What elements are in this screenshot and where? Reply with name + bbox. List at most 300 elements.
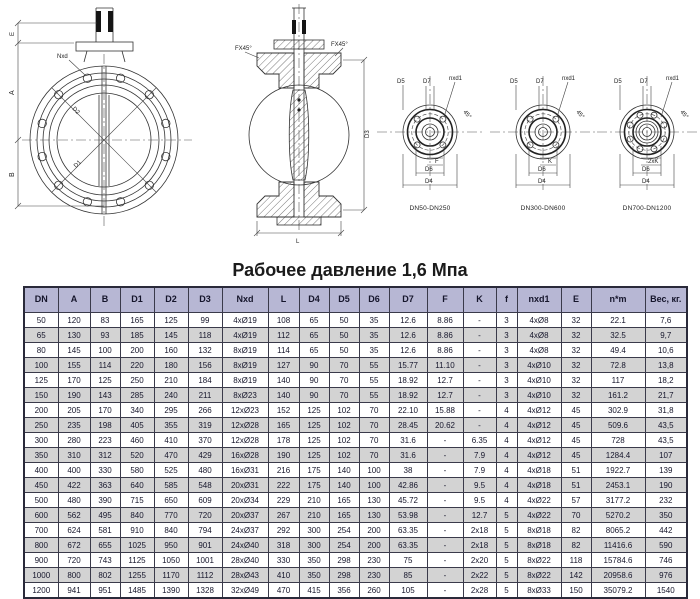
table-row	[24, 448, 687, 463]
table-cell: 4	[496, 403, 517, 418]
label-d4: D4	[425, 179, 433, 185]
table-cell: -	[427, 433, 463, 448]
table-cell: 155	[58, 358, 90, 373]
table-cell: -	[427, 478, 463, 493]
column-header: Nxd	[222, 287, 268, 313]
table-cell: 655	[90, 538, 120, 553]
table-cell: -	[463, 343, 496, 358]
table-cell: 20xØ34	[222, 493, 268, 508]
table-cell: 53.98	[389, 508, 427, 523]
table-cell: 140	[268, 388, 299, 403]
table-cell: 9.5	[463, 478, 496, 493]
table-cell: 3	[496, 358, 517, 373]
label-angle: 45°	[461, 109, 472, 121]
table-cell: 11416.6	[591, 538, 645, 553]
label-mid: K	[548, 159, 553, 165]
table-cell: 21,7	[645, 388, 687, 403]
table-cell: 260	[359, 583, 389, 599]
table-cell: 161.2	[591, 388, 645, 403]
table-cell: 640	[120, 478, 154, 493]
table-cell: 108	[268, 313, 299, 328]
table-cell: 4xØ22	[517, 508, 561, 523]
table-cell: 120	[58, 313, 90, 328]
valve-section-view-drawing	[233, 0, 383, 268]
table-cell: 180	[154, 358, 188, 373]
table-cell: 125	[24, 373, 58, 388]
table-cell: 562	[58, 508, 90, 523]
label-mid: F	[435, 159, 439, 165]
table-cell: 7.9	[463, 448, 496, 463]
table-cell: 5	[496, 523, 517, 538]
table-cell: 1328	[188, 583, 222, 599]
table-cell: 35	[359, 328, 389, 343]
table-row	[24, 313, 687, 328]
table-cell: -	[463, 328, 496, 343]
table-row	[24, 508, 687, 523]
table-cell: 230	[359, 568, 389, 583]
column-header: f	[496, 287, 517, 313]
table-cell: 31.6	[389, 448, 427, 463]
table-cell: 1112	[188, 568, 222, 583]
table-row	[24, 403, 687, 418]
table-cell: 31.6	[389, 433, 427, 448]
table-cell: 285	[120, 388, 154, 403]
bolt-hole	[661, 122, 667, 128]
table-cell: 230	[359, 553, 389, 568]
table-cell: 1255	[120, 568, 154, 583]
table-cell: 5	[496, 583, 517, 599]
table-cell: 941	[58, 583, 90, 599]
table-cell: 156	[188, 358, 222, 373]
table-cell: 12xØ28	[222, 433, 268, 448]
table-cell: 295	[154, 403, 188, 418]
table-header	[24, 287, 687, 313]
table-cell: 45	[561, 403, 591, 418]
table-cell: 7.9	[463, 463, 496, 478]
table-cell: 254	[329, 523, 359, 538]
table-cell: 240	[154, 388, 188, 403]
label-angle: 45°	[574, 109, 585, 121]
table-cell: 175	[299, 463, 329, 478]
table-cell: 624	[58, 523, 90, 538]
table-cell: 200	[359, 523, 389, 538]
table-cell: 900	[24, 553, 58, 568]
table-cell: 145	[154, 328, 188, 343]
table-cell: 190	[645, 478, 687, 493]
table-cell: 2x28	[463, 583, 496, 599]
table-cell: 83	[90, 313, 120, 328]
table-cell: 22.10	[389, 403, 427, 418]
table-cell: 770	[154, 508, 188, 523]
table-cell: 205	[58, 403, 90, 418]
label-e: E	[10, 31, 16, 36]
table-cell: 8.86	[427, 313, 463, 328]
table-cell: 319	[188, 418, 222, 433]
table-cell: 93	[90, 328, 120, 343]
table-cell: 429	[188, 448, 222, 463]
table-cell: 15784.6	[591, 553, 645, 568]
table-cell: 42.86	[389, 478, 427, 493]
label-angle: 45°	[678, 109, 689, 121]
table-row	[24, 538, 687, 553]
table-cell: 390	[90, 493, 120, 508]
table-cell: 65	[299, 328, 329, 343]
technical-drawings	[0, 0, 700, 268]
table-cell: 20xØ31	[222, 478, 268, 493]
table-cell: 125	[299, 433, 329, 448]
table-cell: 250	[120, 373, 154, 388]
table-cell: 1000	[24, 568, 58, 583]
label-d7: D7	[536, 79, 544, 85]
table-row	[24, 418, 687, 433]
table-cell: 548	[188, 478, 222, 493]
table-cell: 70	[359, 433, 389, 448]
table-cell: 35	[359, 343, 389, 358]
table-cell: 170	[90, 403, 120, 418]
label-d6: D6	[538, 167, 546, 173]
table-cell: 102	[329, 433, 359, 448]
table-cell: 200	[359, 538, 389, 553]
column-header: F	[427, 287, 463, 313]
table-cell: -	[463, 373, 496, 388]
table-cell: 460	[120, 433, 154, 448]
table-cell: 720	[188, 508, 222, 523]
table-row	[24, 568, 687, 583]
table-cell: 1170	[154, 568, 188, 583]
table-cell: -	[427, 508, 463, 523]
table-cell: 480	[58, 493, 90, 508]
table-cell: 82	[561, 523, 591, 538]
table-cell: 18.92	[389, 373, 427, 388]
table-cell: 298	[329, 568, 359, 583]
table-cell: 28.45	[389, 418, 427, 433]
table-cell: 901	[188, 538, 222, 553]
table-cell: 495	[90, 508, 120, 523]
table-cell: 400	[24, 463, 58, 478]
table-cell: 715	[120, 493, 154, 508]
table-cell: 9,7	[645, 328, 687, 343]
column-header: D3	[188, 287, 222, 313]
column-header: D7	[389, 287, 427, 313]
table-row	[24, 388, 687, 403]
table-cell: 118	[188, 328, 222, 343]
table-cell: 18.92	[389, 388, 427, 403]
table-cell: 15.77	[389, 358, 427, 373]
table-cell: 28xØ40	[222, 553, 268, 568]
table-cell: 28xØ43	[222, 568, 268, 583]
table-cell: -	[427, 583, 463, 599]
table-cell: 794	[188, 523, 222, 538]
table-cell: 1001	[188, 553, 222, 568]
table-cell: 298	[329, 553, 359, 568]
table-cell: 18,2	[645, 373, 687, 388]
label-chamfer-right: FX45°	[331, 42, 348, 48]
table-cell: 178	[268, 433, 299, 448]
table-cell: 525	[154, 463, 188, 478]
table-cell: 130	[359, 508, 389, 523]
table-cell: 50	[329, 328, 359, 343]
column-header: nxd1	[517, 287, 561, 313]
table-cell: 100	[359, 463, 389, 478]
table-cell: 3177.2	[591, 493, 645, 508]
table-cell: 32	[561, 343, 591, 358]
table-cell: 65	[299, 313, 329, 328]
table-cell: 254	[329, 538, 359, 553]
table-cell: 102	[329, 403, 359, 418]
table-cell: 8065.2	[591, 523, 645, 538]
table-cell: 70	[329, 373, 359, 388]
table-cell: 114	[268, 343, 299, 358]
table-cell: 1200	[24, 583, 58, 599]
table-cell: 4xØ12	[517, 433, 561, 448]
table-cell: 117	[591, 373, 645, 388]
table-row	[24, 553, 687, 568]
label-d1: D1	[73, 159, 83, 170]
table-row	[24, 328, 687, 343]
label-d5: D5	[397, 79, 405, 85]
label-d7: D7	[640, 79, 648, 85]
table-cell: 2x18	[463, 523, 496, 538]
table-cell: 5	[496, 508, 517, 523]
table-row	[24, 433, 687, 448]
table-cell: 125	[90, 373, 120, 388]
table-cell: 130	[58, 328, 90, 343]
table-cell: 45	[561, 418, 591, 433]
table-cell: 190	[58, 388, 90, 403]
flange-view-dn50-dn250	[375, 70, 487, 220]
table-cell: 330	[268, 553, 299, 568]
table-row	[24, 343, 687, 358]
table-cell: 12xØ23	[222, 403, 268, 418]
table-cell: 976	[645, 568, 687, 583]
table-cell: 800	[58, 568, 90, 583]
table-cell: 4	[496, 478, 517, 493]
label-mid: 2xK	[648, 159, 659, 165]
table-cell: 509.6	[591, 418, 645, 433]
table-cell: 1025	[120, 538, 154, 553]
table-cell: 175	[299, 478, 329, 493]
table-cell: 4xØ8	[517, 328, 561, 343]
table-cell: 363	[90, 478, 120, 493]
table-cell: 1125	[120, 553, 154, 568]
table-cell: 63.35	[389, 538, 427, 553]
table-cell: 70	[329, 388, 359, 403]
table-cell: 222	[268, 478, 299, 493]
valve-front-view-drawing	[4, 0, 234, 268]
table-cell: 350	[24, 448, 58, 463]
label-nxd1: nxd1	[449, 76, 463, 82]
table-row	[24, 583, 687, 599]
table-cell: 405	[120, 418, 154, 433]
table-cell: 15.88	[427, 403, 463, 418]
table-cell: 100	[359, 478, 389, 493]
table-cell: 356	[329, 583, 359, 599]
table-row	[24, 493, 687, 508]
bolt-hole	[414, 116, 420, 122]
table-cell: 210	[154, 373, 188, 388]
table-cell: 10,6	[645, 343, 687, 358]
column-header: DN	[24, 287, 58, 313]
label-nxd1: nxd1	[666, 76, 680, 82]
table-cell: 90	[299, 388, 329, 403]
label-l: L	[296, 239, 300, 245]
table-cell: 4xØ12	[517, 418, 561, 433]
table-cell: 600	[24, 508, 58, 523]
table-cell: 45	[561, 448, 591, 463]
table-cell: 50	[329, 343, 359, 358]
table-cell: -	[463, 313, 496, 328]
column-header: K	[463, 287, 496, 313]
table-cell: 250	[24, 418, 58, 433]
table-cell: 100	[90, 343, 120, 358]
table-cell: 32	[561, 388, 591, 403]
table-cell: 266	[188, 403, 222, 418]
table-cell: 8xØ23	[222, 388, 268, 403]
table-cell: 300	[299, 523, 329, 538]
table-cell: -	[463, 358, 496, 373]
table-cell: 105	[389, 583, 427, 599]
table-cell: 3	[496, 343, 517, 358]
label-b: B	[9, 172, 16, 177]
table-cell: 190	[268, 448, 299, 463]
flange-caption: DN300-DN600	[520, 205, 566, 212]
table-cell: 85	[389, 568, 427, 583]
table-cell: 4xØ18	[517, 463, 561, 478]
table-cell: 70	[329, 358, 359, 373]
table-cell: -	[463, 388, 496, 403]
table-cell: 20xØ37	[222, 508, 268, 523]
label-d7: D7	[423, 79, 431, 85]
table-cell: 4xØ8	[517, 313, 561, 328]
table-cell: 840	[120, 508, 154, 523]
table-cell: 350	[299, 568, 329, 583]
table-cell: 4xØ18	[517, 478, 561, 493]
table-cell: 8xØ19	[222, 343, 268, 358]
table-cell: 802	[90, 568, 120, 583]
table-cell: 330	[90, 463, 120, 478]
table-cell: 43,5	[645, 418, 687, 433]
label-d5: D5	[614, 79, 622, 85]
label-d4: D4	[642, 179, 650, 185]
table-cell: 746	[645, 553, 687, 568]
table-cell: 12.6	[389, 343, 427, 358]
table-cell: 442	[645, 523, 687, 538]
table-cell: 70	[359, 403, 389, 418]
table-cell: 720	[58, 553, 90, 568]
table-cell: 125	[299, 403, 329, 418]
table-cell: 4xØ12	[517, 403, 561, 418]
table-cell: 415	[299, 583, 329, 599]
table-cell: 650	[154, 493, 188, 508]
table-cell: 2x20	[463, 553, 496, 568]
table-cell: -	[427, 523, 463, 538]
table-cell: 7,6	[645, 313, 687, 328]
table-cell: 223	[90, 433, 120, 448]
table-cell: 302.9	[591, 403, 645, 418]
table-cell: 127	[268, 358, 299, 373]
column-header: D4	[299, 287, 329, 313]
label-chamfer-left: FX45°	[235, 46, 252, 52]
table-cell: 12.7	[427, 373, 463, 388]
table-cell: 140	[329, 478, 359, 493]
table-cell: 143	[90, 388, 120, 403]
table-cell: 400	[58, 463, 90, 478]
table-cell: 3	[496, 313, 517, 328]
table-cell: 114	[90, 358, 120, 373]
table-cell: 63.35	[389, 523, 427, 538]
table-cell: 4xØ22	[517, 493, 561, 508]
table-cell: 55	[359, 388, 389, 403]
label-nxd1: nxd1	[562, 76, 576, 82]
column-header: L	[268, 287, 299, 313]
table-cell: 165	[268, 418, 299, 433]
table-cell: -	[427, 448, 463, 463]
table-cell: 5	[496, 538, 517, 553]
table-cell: 82	[561, 538, 591, 553]
table-cell: 4xØ10	[517, 373, 561, 388]
table-cell: 220	[120, 358, 154, 373]
flange-caption: DN700-DN1200	[622, 205, 672, 212]
table-cell: 950	[154, 538, 188, 553]
table-cell: 140	[268, 373, 299, 388]
table-cell: 216	[268, 463, 299, 478]
table-cell: 480	[188, 463, 222, 478]
table-cell: 5270.2	[591, 508, 645, 523]
table-cell: 350	[645, 508, 687, 523]
table-cell: 20.62	[427, 418, 463, 433]
table-cell: 4xØ19	[222, 313, 268, 328]
table-cell: 267	[268, 508, 299, 523]
table-cell: -	[427, 538, 463, 553]
table-cell: 12.7	[427, 388, 463, 403]
table-cell: 12.6	[389, 328, 427, 343]
label-d5: D5	[510, 79, 518, 85]
bolt-hole	[637, 146, 643, 152]
table-row	[24, 358, 687, 373]
flange-view-dn700-dn1200	[595, 70, 700, 220]
table-cell: 520	[120, 448, 154, 463]
table-cell: 32	[561, 373, 591, 388]
table-cell: -	[427, 493, 463, 508]
table-cell: 45	[561, 433, 591, 448]
table-cell: -	[463, 403, 496, 418]
table-cell: 211	[188, 388, 222, 403]
table-cell: 672	[58, 538, 90, 553]
table-cell: 350	[299, 553, 329, 568]
table-cell: 35079.2	[591, 583, 645, 599]
table-cell: 70	[359, 448, 389, 463]
table-cell: 90	[299, 373, 329, 388]
table-cell: 8xØ22	[517, 553, 561, 568]
table-cell: 49.4	[591, 343, 645, 358]
table-cell: 185	[120, 328, 154, 343]
table-header-row	[24, 287, 687, 313]
table-cell: 4	[496, 448, 517, 463]
working-pressure-heading: Рабочее давление 1,6 Мпа	[232, 260, 468, 280]
column-header: E	[561, 287, 591, 313]
column-header: n*m	[591, 287, 645, 313]
table-cell: 8xØ22	[517, 568, 561, 583]
table-cell: 312	[90, 448, 120, 463]
table-cell: 43,5	[645, 433, 687, 448]
table-cell: 70	[561, 508, 591, 523]
table-cell: 130	[359, 493, 389, 508]
table-cell: 470	[268, 583, 299, 599]
table-cell: 8xØ18	[517, 523, 561, 538]
table-cell: 8.86	[427, 343, 463, 358]
table-cell: 581	[90, 523, 120, 538]
table-cell: 112	[268, 328, 299, 343]
